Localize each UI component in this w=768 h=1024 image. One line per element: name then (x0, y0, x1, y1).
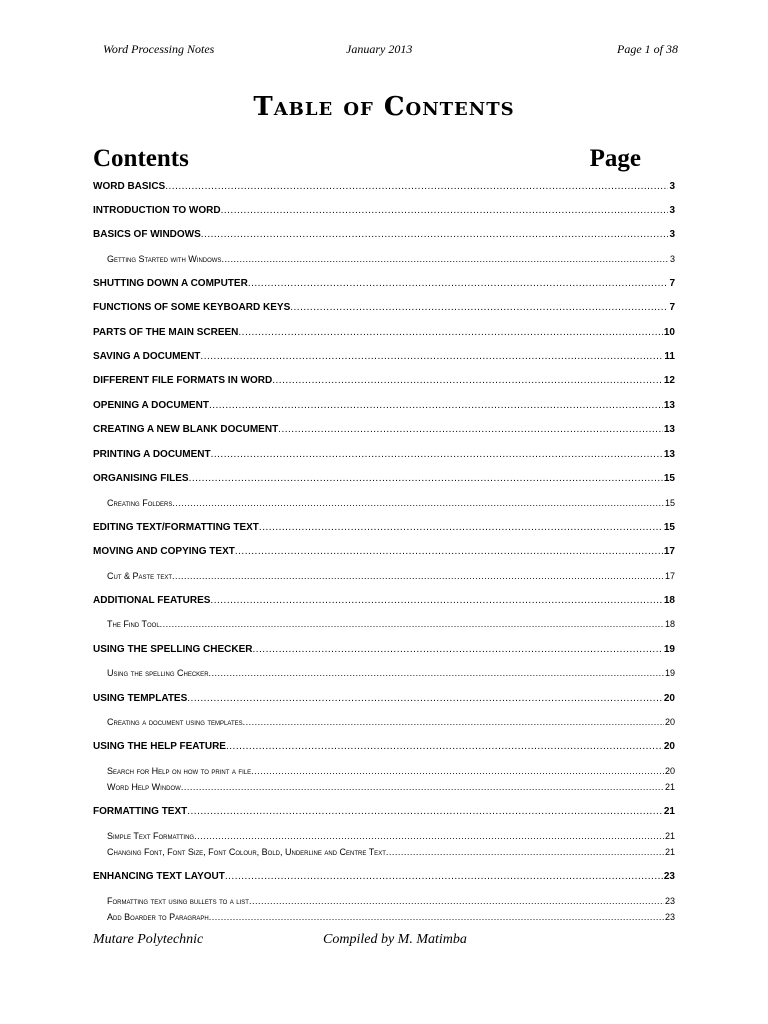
dot-leader (172, 571, 664, 581)
toc-entry-label: Creating Folders (107, 498, 173, 508)
dot-leader (201, 229, 669, 240)
toc-entry-label: FUNCTIONS OF SOME KEYBOARD KEYS (93, 302, 291, 313)
toc-entry[interactable] (93, 668, 675, 684)
dot-leader (221, 254, 669, 264)
page-title: Table of Contents (253, 92, 515, 122)
toc-entry-page: 20 (664, 766, 675, 776)
toc-entry-page: 7 (669, 278, 675, 289)
toc-entry-label: EDITING TEXT/FORMATTING TEXT (93, 522, 259, 533)
toc-entry[interactable] (93, 644, 675, 660)
contents-heading (93, 145, 641, 173)
toc-entry-page: 18 (664, 619, 675, 629)
toc-entry-page: 15 (664, 498, 675, 508)
toc-entry-label: Formatting text using bullets to a list (107, 896, 249, 906)
dot-leader (252, 644, 662, 655)
toc-entry-label: ORGANISING FILES (93, 473, 189, 484)
toc-entry[interactable] (93, 871, 675, 887)
footer-author: Compiled by M. Matimba (323, 932, 467, 947)
toc-entry-label: USING TEMPLATES (93, 693, 188, 704)
toc-entry[interactable] (93, 595, 675, 611)
toc-entry-page: 3 (669, 254, 675, 264)
toc-entry[interactable] (93, 400, 675, 416)
toc-entry[interactable] (93, 229, 675, 245)
dot-leader (249, 896, 664, 906)
toc-entry-page: 15 (663, 473, 675, 484)
header-page-number: Page 1 of 38 (617, 42, 678, 56)
dot-leader (290, 302, 668, 313)
toc-entry[interactable] (93, 278, 675, 294)
toc-entry-page: 18 (663, 595, 675, 606)
toc-entry-label: SHUTTING DOWN A COMPUTER (93, 278, 248, 289)
dot-leader (272, 375, 663, 386)
toc-entry[interactable] (93, 181, 675, 197)
toc-entry-label: Add Boarder to Paragraph (107, 912, 209, 922)
toc-entry[interactable] (93, 717, 675, 733)
dot-leader (238, 327, 662, 338)
toc-entry[interactable] (93, 254, 675, 270)
dot-leader (187, 693, 663, 704)
toc-entry-page: 12 (663, 375, 675, 386)
dot-leader (209, 668, 664, 678)
toc-entry-label: The Find Tool (107, 619, 160, 629)
toc-entry-label: Getting Started with Windows (107, 254, 222, 264)
dot-leader (181, 782, 664, 792)
toc-entry-page: 19 (663, 644, 675, 655)
toc-entry-page: 3 (669, 181, 675, 192)
dot-leader (259, 522, 663, 533)
toc-entry-page: 3 (669, 205, 675, 216)
toc-entry-label: Using the spelling Checker (107, 668, 209, 678)
toc-entry-page: 10 (663, 327, 675, 338)
dot-leader (278, 424, 663, 435)
toc-entry-page: 23 (664, 912, 675, 922)
dot-leader (221, 205, 669, 216)
toc-entry-label: MOVING AND COPYING TEXT (93, 546, 235, 557)
page-column-label: Page (589, 145, 641, 172)
toc-entry[interactable] (93, 473, 675, 489)
dot-leader (209, 912, 664, 922)
toc-entry-label: USING THE SPELLING CHECKER (93, 644, 253, 655)
toc-entry-page: 21 (664, 831, 675, 841)
dot-leader (194, 831, 664, 841)
toc-entry-page: 20 (663, 741, 675, 752)
toc-entry[interactable] (93, 546, 675, 562)
toc-entry-label: PARTS OF THE MAIN SCREEN (93, 327, 239, 338)
toc-entry-page: 21 (663, 806, 675, 817)
toc-entry-label: DIFFERENT FILE FORMATS IN WORD (93, 375, 273, 386)
toc-entry-label: BASICS OF WINDOWS (93, 229, 201, 240)
toc-entry[interactable] (93, 205, 675, 221)
toc-entry[interactable] (93, 912, 675, 928)
dot-leader (226, 741, 663, 752)
toc-entry-page: 15 (663, 522, 675, 533)
toc-entry[interactable] (93, 831, 675, 847)
toc-entry[interactable] (93, 766, 675, 782)
toc-entry-label: Word Help Window (107, 782, 181, 792)
dot-leader (211, 449, 663, 460)
toc-entry-label: Search for Help on how to print a file (107, 766, 252, 776)
toc-entry-page: 13 (663, 424, 675, 435)
toc-entry-page: 20 (664, 717, 675, 727)
dot-leader (386, 847, 664, 857)
dot-leader (248, 278, 669, 289)
toc-entry[interactable] (93, 619, 675, 635)
toc-entry[interactable] (93, 351, 675, 367)
toc-entry[interactable] (93, 522, 675, 538)
toc-entry[interactable] (93, 424, 675, 440)
toc-entry[interactable] (93, 782, 675, 798)
dot-leader (235, 546, 663, 557)
toc-entry-page: 11 (664, 351, 675, 362)
toc-entry[interactable] (93, 327, 675, 343)
toc-entry-page: 23 (663, 871, 675, 882)
dot-leader (165, 181, 668, 192)
toc-entry-page: 21 (664, 782, 675, 792)
toc-entry[interactable] (93, 375, 675, 391)
dot-leader (160, 619, 664, 629)
dot-leader (187, 806, 663, 817)
toc-entry-label: USING THE HELP FEATURE (93, 741, 226, 752)
contents-label: Contents (93, 145, 189, 172)
toc-entry-label: Cut & Paste text (107, 571, 173, 581)
header-doc-title: Word Processing Notes (103, 42, 215, 56)
toc-entry[interactable] (93, 741, 675, 757)
toc-entry[interactable] (93, 806, 675, 822)
toc-entry-page: 21 (664, 847, 675, 857)
toc-entry-label: INTRODUCTION TO WORD (93, 205, 221, 216)
toc-entry[interactable] (93, 302, 675, 318)
toc-entry-page: 3 (669, 229, 675, 240)
toc-entry-page: 17 (663, 546, 675, 557)
dot-leader (209, 400, 663, 411)
dot-leader (200, 351, 663, 362)
toc-entry-page: 20 (663, 693, 675, 704)
toc-entry-label: WORD BASICS (93, 181, 166, 192)
footer-institution: Mutare Polytechnic (93, 932, 204, 947)
toc-entry-label: OPENING A DOCUMENT (93, 400, 209, 411)
toc-entry-label: SAVING A DOCUMENT (93, 351, 201, 362)
toc-entry-page: 17 (664, 571, 675, 581)
toc-entry-page: 7 (669, 302, 675, 313)
toc-entry[interactable] (93, 693, 675, 709)
toc-entry[interactable] (93, 498, 675, 514)
toc-entry[interactable] (93, 896, 675, 912)
toc-entry-page: 13 (663, 400, 675, 411)
dot-leader (189, 473, 663, 484)
toc-entry-label: Simple Text Formatting (107, 831, 195, 841)
toc-entry-page: 13 (663, 449, 675, 460)
toc-entry-label: Changing Font, Font Size, Font Colour, Bold, Underline and Centre Text (107, 847, 386, 857)
dot-leader (172, 498, 664, 508)
header-date: January 2013 (346, 42, 413, 56)
toc-entry[interactable] (93, 449, 675, 465)
toc-entry-label: ENHANCING TEXT LAYOUT (93, 871, 225, 882)
toc-entry-page: 23 (664, 896, 675, 906)
toc-entry-label: ADDITIONAL FEATURES (93, 595, 211, 606)
dot-leader (243, 717, 664, 727)
toc-entry-label: FORMATTING TEXT (93, 806, 188, 817)
toc-entry-label: Creating a document using templates (107, 717, 243, 727)
dot-leader (225, 871, 663, 882)
toc-entry-label: PRINTING A DOCUMENT (93, 449, 211, 460)
dot-leader (210, 595, 662, 606)
toc-entry-page: 19 (664, 668, 675, 678)
toc-entry-label: CREATING A NEW BLANK DOCUMENT (93, 424, 279, 435)
dot-leader (251, 766, 664, 776)
toc-entry[interactable] (93, 571, 675, 587)
toc-entry[interactable] (93, 847, 675, 863)
